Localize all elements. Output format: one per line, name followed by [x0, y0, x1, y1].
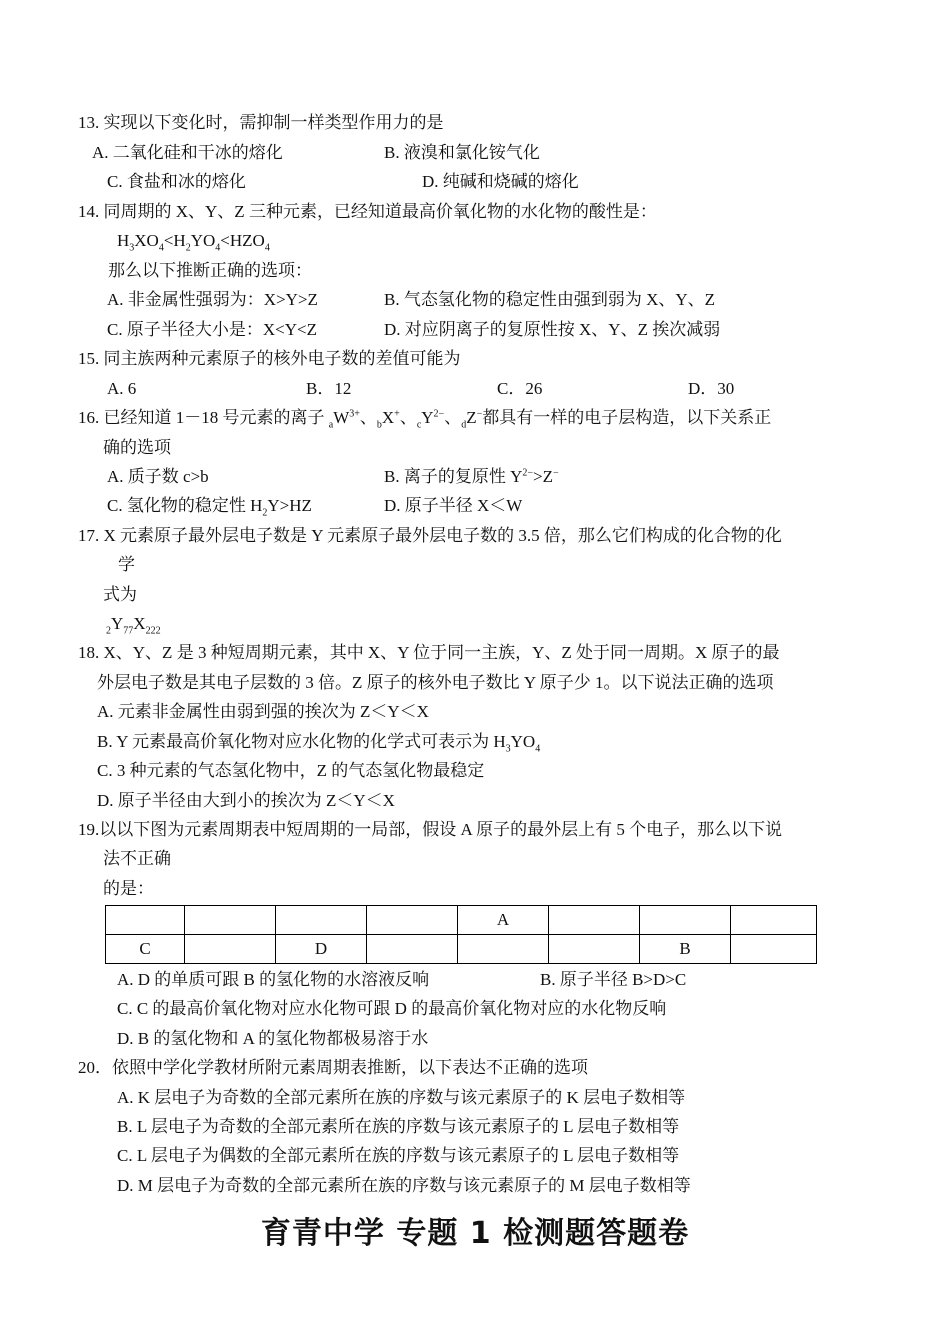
- q19-stem: 19.以以下图为元素周期表中短周期的一局部，假设 A 原子的最外层上有 5 个电子，那么以下说: [78, 820, 783, 839]
- q14-formula: $H_3XO_4<H_2YO_4<HZO_4$: [117, 231, 270, 254]
- q18-stem-continued: 外层电子数是其电子层数的 3 倍。Z 原子的核外电子数比 Y 原子少 1。以下说法正确的选项: [97, 673, 774, 692]
- q20-option-c: C. L 层电子为偶数的全部元素所在族的序数与该元素原子的 L 层电子数相等: [117, 1146, 680, 1165]
- q13-option-c: C. 食盐和冰的熔化: [107, 172, 246, 191]
- table-cell: B: [640, 935, 731, 964]
- q15-option-b: B．12: [306, 379, 352, 398]
- q16-option-a: A. 质子数 c>b: [107, 467, 209, 486]
- table-cell: [731, 906, 817, 935]
- q18-option-a: A. 元素非金属性由弱到强的挨次为 Z＜Y＜X: [97, 702, 429, 721]
- q19-option-c: C. C 的最高价氧化物对应水化物可跟 D 的最高价氧化物对应的水化物反响: [117, 999, 667, 1018]
- q15-stem: 15. 同主族两种元素原子的核外电子数的差值可能为: [78, 349, 461, 368]
- q13-option-a: A. 二氧化硅和干冰的熔化: [92, 143, 283, 162]
- q13-stem: 13. 实现以下变化时，需抑制一样类型作用力的是: [78, 113, 444, 132]
- table-cell: [458, 935, 549, 964]
- q17-stem: 17. X 元素原子最外层电子数是 Y 元素原子最外层电子数的 3.5 倍，那么它们构成的化合物的化: [78, 526, 782, 545]
- q17-stem-continued: 学: [118, 555, 135, 574]
- table-cell: [106, 906, 185, 935]
- q16-option-d: D. 原子半径 X＜W: [384, 496, 523, 515]
- q14-prompt: 那么以下推断正确的选项：: [108, 261, 312, 280]
- table-cell: A: [458, 906, 549, 935]
- table-cell: C: [106, 935, 185, 964]
- q18-stem: 18. X、Y、Z 是 3 种短周期元素，其中 X、Y 位于同一主族，Y、Z 处于同一周期。X 原子的最: [78, 643, 780, 662]
- q19-stem-continued: 法不正确: [103, 849, 171, 868]
- q18-option-c: C. 3 种元素的气态氢化物中，Z 的气态氢化物最稳定: [97, 761, 485, 780]
- table-cell: [731, 935, 817, 964]
- table-cell: D: [276, 935, 367, 964]
- q20-option-d: D. M 层电子为奇数的全部元素所在族的序数与该元素原子的 M 层电子数相等: [117, 1176, 691, 1195]
- q13-option-d: D. 纯碱和烧碱的熔化: [422, 172, 579, 191]
- q16-stem-continued: 确的选项: [103, 438, 171, 457]
- q16-option-c: C. 氢化物的稳定性 $H_2Y>HZ$: [107, 496, 312, 519]
- q16-stem: 16. 已经知道 1－18 号元素的离子 $_aW^{3+}$、$_b$X+、$_cY^{2-}$、$_d$Z−都具有一样的电子层构造，以下关系正: [78, 408, 772, 431]
- q19-stem-end: 的是：: [103, 879, 154, 898]
- table-cell: [549, 906, 640, 935]
- answer-sheet-title: 育青中学 专题 1 检测题答题卷: [260, 1216, 690, 1251]
- q15-option-c: C．26: [497, 379, 543, 398]
- q16-option-b: B. 离子的复原性 $Y^{2-}>Z^-$: [384, 467, 559, 486]
- table-cell: [185, 935, 276, 964]
- q17-formula: $_2Y_{77}X_{222}$: [106, 614, 161, 637]
- periodic-table-fragment: [105, 905, 817, 964]
- table-cell: [276, 906, 367, 935]
- q18-option-d: D. 原子半径由大到小的挨次为 Z＜Y＜X: [97, 791, 395, 810]
- q14-option-a: A. 非金属性强弱为：X>Y>Z: [107, 290, 318, 309]
- q15-option-d: D．30: [688, 379, 735, 398]
- q14-option-d: D. 对应阴离子的复原性按 X、Y、Z 挨次减弱: [384, 320, 721, 339]
- q19-option-b: B. 原子半径 B>D>C: [540, 970, 687, 989]
- q20-option-b: B. L 层电子为奇数的全部元素所在族的序数与该元素原子的 L 层电子数相等: [117, 1117, 680, 1136]
- table-cell: [549, 935, 640, 964]
- q20-stem: 20．依照中学化学教材所附元素周期表推断，以下表达不正确的选项: [78, 1058, 588, 1077]
- q14-stem: 14. 同周期的 X、Y、Z 三种元素，已经知道最高价氧化物的水化物的酸性是：: [78, 202, 657, 221]
- table-cell: [367, 906, 458, 935]
- q14-option-b: B. 气态氢化物的稳定性由强到弱为 X、Y、Z: [384, 290, 716, 309]
- q19-option-d: D. B 的氢化物和 A 的氢化物都极易溶于水: [117, 1029, 429, 1048]
- table-cell: [640, 906, 731, 935]
- q19-option-a: A. D 的单质可跟 B 的氢化物的水溶液反响: [117, 970, 430, 989]
- table-row: [106, 935, 817, 964]
- table-row: [106, 906, 817, 935]
- q15-option-a: A. 6: [107, 379, 137, 398]
- table-cell: [185, 906, 276, 935]
- table-cell: [367, 935, 458, 964]
- q18-option-b: B. Y 元素最高价氧化物对应水化物的化学式可表示为 $H_3YO_4$: [97, 732, 541, 755]
- q13-option-b: B. 液溴和氯化铵气化: [384, 143, 540, 162]
- q20-option-a: A. K 层电子为奇数的全部元素所在族的序数与该元素原子的 K 层电子数相等: [117, 1088, 686, 1107]
- q14-option-c: C. 原子半径大小是：X<Y<Z: [107, 320, 317, 339]
- q17-stem-end: 式为: [103, 585, 137, 604]
